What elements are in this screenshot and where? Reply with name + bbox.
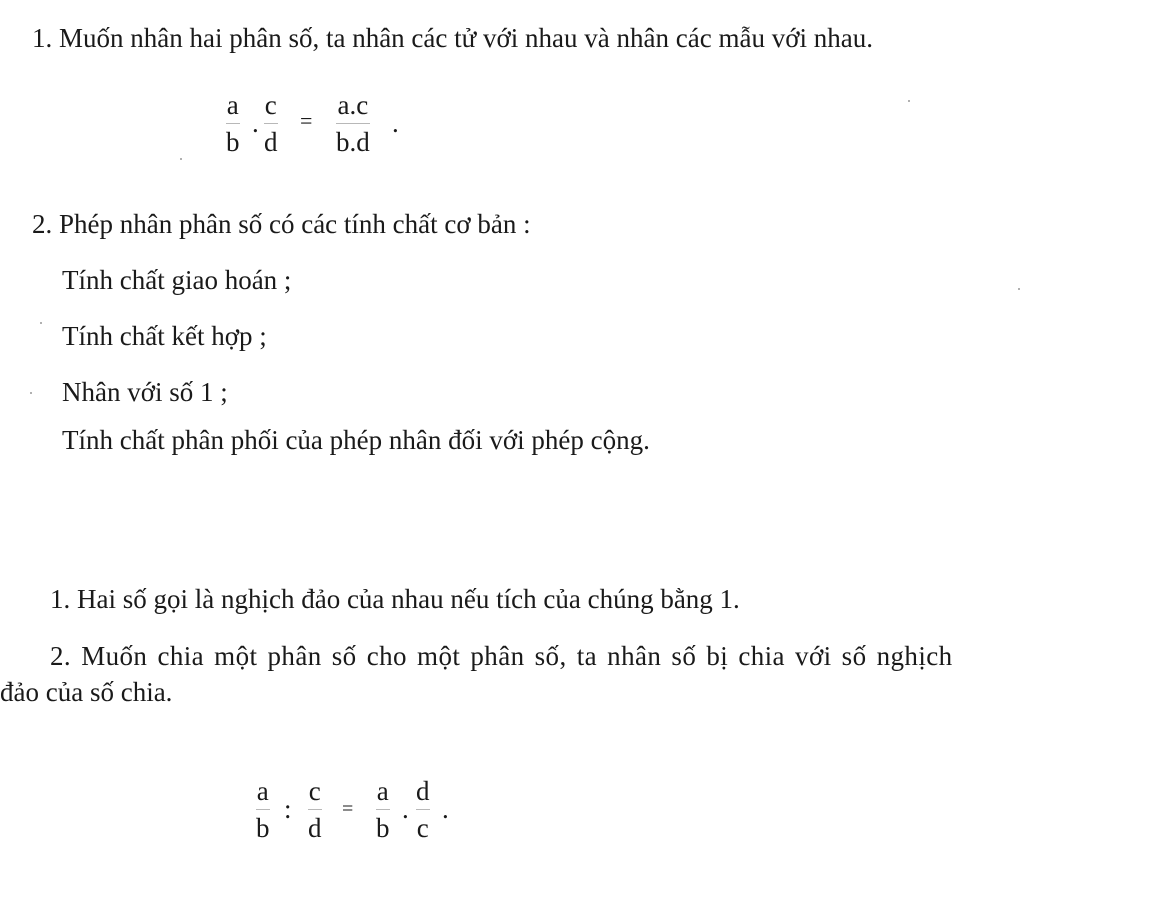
fraction-bar (416, 809, 430, 810)
colon-operator: : (284, 794, 292, 824)
rule-reciprocal: 1. Hai số gọi là nghịch đảo của nhau nếu tích của chúng bằng 1. (50, 584, 740, 614)
numerator: a (226, 90, 239, 120)
property-commutative: Tính chất giao hoán ; (62, 265, 292, 295)
scan-speck (180, 158, 182, 160)
fraction-d-c (416, 776, 430, 843)
fraction-a-b-2 (376, 776, 390, 843)
fraction-ac-bd (336, 90, 370, 157)
denominator: b (226, 127, 240, 157)
dot-operator: . (252, 108, 259, 138)
equals-sign: = (342, 798, 354, 820)
fraction-a-b (226, 90, 240, 157)
period: . (392, 108, 399, 138)
scan-speck (40, 322, 42, 324)
period: . (442, 794, 449, 824)
fraction-a-b (256, 776, 270, 843)
numerator: c (264, 90, 277, 120)
denominator: b.d (336, 127, 370, 157)
numerator: a.c (337, 90, 369, 120)
scan-speck (908, 100, 910, 102)
fraction-bar (336, 123, 370, 124)
rule-divide-fractions-line1: 2. Muốn chia một phân số cho một phân số, ta nhân số bị chia với số nghịch (50, 641, 953, 671)
fraction-c-d (264, 90, 278, 157)
scan-speck (1018, 288, 1020, 290)
numerator: d (416, 776, 430, 806)
denominator: b (256, 813, 270, 843)
fraction-bar (376, 809, 390, 810)
rule-divide-fractions-line2: đảo của số chia. (0, 677, 173, 707)
denominator: d (308, 813, 322, 843)
property-distributive: Tính chất phân phối của phép nhân đối với phép cộng. (62, 425, 650, 455)
numerator: c (308, 776, 321, 806)
numerator: a (256, 776, 269, 806)
denominator: b (376, 813, 390, 843)
denominator: d (264, 127, 278, 157)
dot-operator: . (402, 794, 409, 824)
fraction-c-d (308, 776, 322, 843)
property-associative: Tính chất kết hợp ; (62, 321, 267, 351)
equals-sign: = (300, 108, 313, 133)
rule-multiply-fractions: 1. Muốn nhân hai phân số, ta nhân các tử với nhau và nhân các mẫu với nhau. (32, 23, 873, 53)
fraction-bar (226, 123, 240, 124)
property-multiply-by-one: Nhân với số 1 ; (62, 377, 228, 407)
scan-speck (30, 392, 32, 394)
denominator: c (416, 813, 429, 843)
fraction-bar (256, 809, 270, 810)
fraction-bar (308, 809, 322, 810)
numerator: a (376, 776, 389, 806)
rule-multiplication-properties: 2. Phép nhân phân số có các tính chất cơ bản : (32, 209, 531, 239)
fraction-bar (264, 123, 278, 124)
